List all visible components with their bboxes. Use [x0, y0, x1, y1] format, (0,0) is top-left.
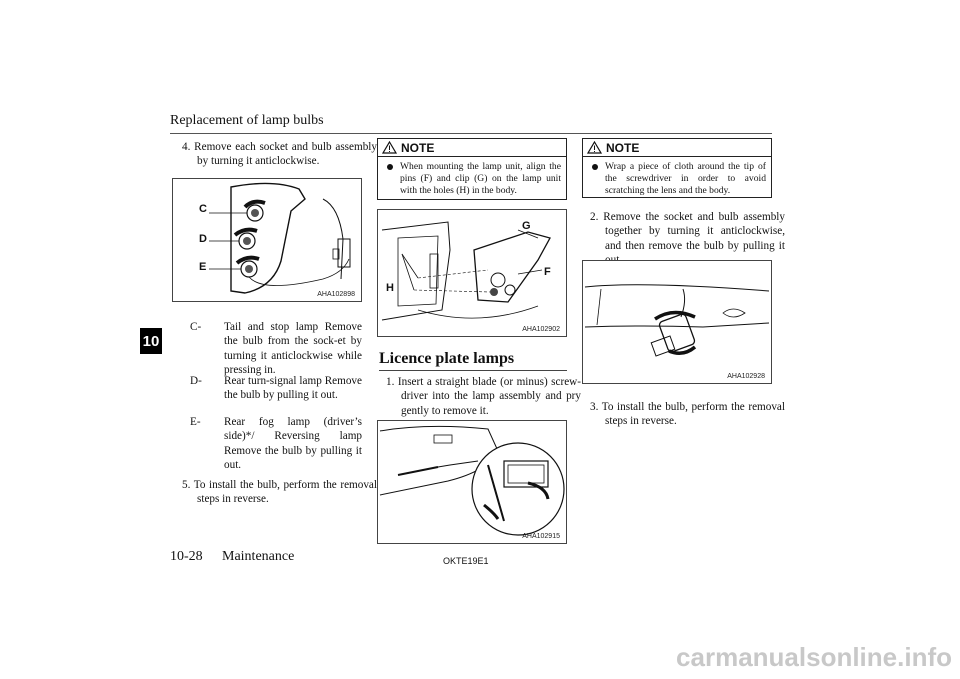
- callout-c: C: [199, 203, 207, 215]
- note-body: [378, 157, 566, 201]
- footer-doc-code: OKTE19E1: [443, 556, 489, 566]
- step-3-text: 3. To install the bulb, perform the removal steps in reverse.: [590, 401, 785, 428]
- note-box-cloth: [582, 138, 772, 198]
- warning-icon: [587, 141, 602, 154]
- page-header-title: Replacement of lamp bulbs: [170, 113, 324, 128]
- callout-e: E: [199, 261, 207, 273]
- figure-rear-combination-lamp: [172, 178, 362, 302]
- figure-code: AHA102915: [522, 533, 560, 540]
- screwdriver-illustration: [378, 421, 566, 543]
- figure-code: AHA102928: [727, 373, 765, 380]
- bullet-icon: [387, 164, 393, 170]
- lamp-unit-illustration: [378, 210, 566, 336]
- legend-desc: Rear turn-signal lamp Remove the bulb by pulling it out.: [224, 375, 362, 402]
- header-rule: [170, 133, 772, 134]
- figure-licence-plate-lamp-removal: [377, 420, 567, 544]
- note-box-mounting: [377, 138, 567, 200]
- callout-g: G: [522, 220, 531, 232]
- socket-illustration: [583, 261, 771, 383]
- callout-h: H: [386, 282, 394, 294]
- footer-section: Maintenance: [222, 549, 295, 564]
- note-text: When mounting the lamp unit, align the pins (F) and clip (G) on the lamp unit with the holes (H) in the body.: [400, 161, 561, 196]
- legend-key: E-: [190, 416, 201, 428]
- legend-desc: Rear fog lamp (driver’s side)*/ Reversing lamp Remove the bulb by pulling it out.: [224, 416, 362, 472]
- figure-code: AHA102898: [317, 291, 355, 298]
- figure-lamp-unit-mounting: [377, 209, 567, 337]
- note-body: [583, 157, 771, 201]
- note-heading: [583, 139, 771, 157]
- note-heading-text: NOTE: [401, 140, 435, 155]
- figure-code: AHA102902: [522, 326, 560, 333]
- footer-page-number: 10-28: [170, 549, 203, 564]
- legend-item-c: [190, 320, 362, 378]
- watermark: carmanualsonline.info: [676, 642, 952, 672]
- warning-icon: [382, 141, 397, 154]
- legend-key: C-: [190, 321, 202, 333]
- step-5-text: 5. To install the bulb, perform the removal steps in reverse.: [182, 479, 377, 506]
- step-4-text: 4. Remove each socket and bulb assembly by turning it anticlockwise.: [182, 141, 377, 168]
- legend-key: D-: [190, 375, 202, 387]
- note-text: Wrap a piece of cloth around the tip of the screwdriver in order to avoid scratching the lens and the body.: [605, 161, 766, 196]
- callout-f: F: [544, 266, 551, 278]
- note-heading-text: NOTE: [606, 140, 640, 155]
- bullet-icon: [592, 164, 598, 170]
- legend-item-e: [190, 415, 362, 473]
- callout-d: D: [199, 233, 207, 245]
- chapter-tab: 10: [140, 328, 162, 354]
- step-2-text: 2. Remove the socket and bulb assembly together by turning it anticlockwise, and then remove the bulb by pulling it: [590, 211, 785, 252]
- legend-item-d: [190, 374, 362, 403]
- section-rule: [379, 370, 567, 371]
- figure-socket-removal: [582, 260, 772, 384]
- step-1-text: 1. Insert a straight blade (or minus) screw-driver into the lamp assembly and pry gently to remove it.: [386, 376, 581, 417]
- note-heading: [378, 139, 566, 157]
- section-title: Licence plate lamps: [379, 350, 515, 367]
- legend-desc: Tail and stop lamp Remove the bulb from the sock-et by turning it anticlockwise while pressing in.: [224, 321, 362, 377]
